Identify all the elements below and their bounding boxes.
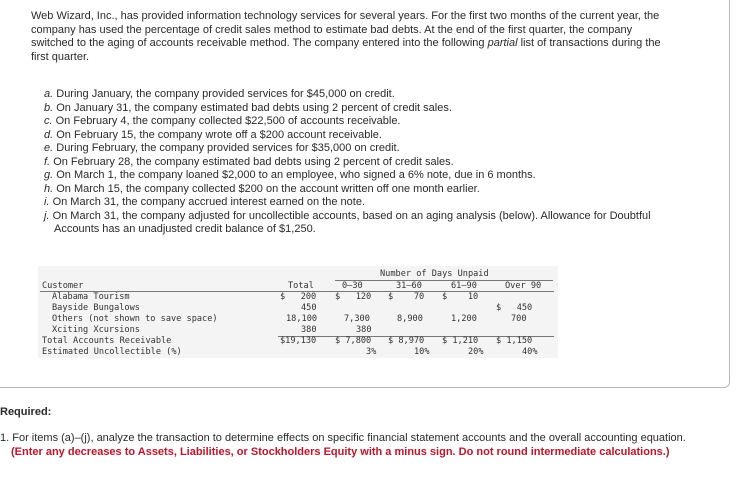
transaction-letter: d. — [44, 128, 54, 141]
required-heading: Required: — [0, 406, 52, 418]
col-header-total: Total — [288, 281, 314, 291]
transaction-text: On March 15, the company collected $200 on the account written off one month earlier. — [56, 182, 480, 195]
transaction-letter: c. — [44, 115, 53, 127]
transaction-item — [44, 196, 684, 210]
row-total: $ 200 — [280, 292, 317, 302]
aging-schedule — [38, 266, 558, 358]
row-31-60: 8,900 — [397, 314, 423, 324]
row-total: 380 — [301, 325, 317, 335]
row-customer: Xciting Xcursions — [52, 325, 140, 335]
row-customer: Others (not shown to save space) — [52, 314, 218, 324]
transaction-item — [44, 102, 684, 116]
transaction-item — [44, 142, 684, 156]
transaction-letter: i. — [44, 196, 50, 208]
transaction-letter: g. — [44, 169, 54, 181]
intro-text: Web Wizard, Inc., has provided information technology services for several years. For the first two months of the current year, the company has used the percentage of credit sales method to estimate bad debts. At the end of the first quarter, the company switched to the aging of accounts receivable method. The company entered into the following — [31, 10, 660, 49]
transaction-letter: j. — [44, 209, 50, 222]
pct-row-31-60: 10% — [414, 347, 430, 357]
row-total: 18,100 — [286, 314, 318, 324]
transaction-text: On March 31, the company adjusted for uncollectible accounts, based on an aging analysis (below). Allowance for Doubtful Accounts has an unadjusted credit balance of $1,250. — [52, 209, 651, 235]
total-row-31-60: $ 8,970 — [388, 336, 425, 346]
total-row-label: Total Accounts Receivable — [42, 336, 172, 346]
row-61-90: 1,200 — [451, 314, 477, 324]
transaction-item — [44, 169, 684, 183]
intro-emphasis: partial — [487, 37, 518, 49]
row-0-30: 380 — [356, 325, 372, 335]
transaction-text: During February, the company provided services for $35,000 on credit. — [56, 142, 400, 154]
transaction-list — [44, 88, 684, 237]
transaction-text: On March 1, the company loaned $2,000 to an employee, who signed a 6% note, due in 6 months. — [56, 169, 536, 181]
row-31-60: $ 70 — [388, 292, 425, 302]
transaction-item — [44, 129, 684, 143]
row-61-90: $ 10 — [442, 292, 479, 302]
intro-text-end: list of transactions during the first quarter. — [31, 37, 661, 63]
transaction-item — [44, 183, 684, 197]
problem-intro — [31, 10, 671, 64]
question-1 — [0, 432, 711, 459]
transaction-text: On February 15, the company wrote off a $200 account receivable. — [56, 128, 382, 141]
row-customer: Alabama Tourism — [52, 292, 130, 302]
transaction-letter: e. — [44, 142, 54, 154]
col-header-31-60: 31–60 — [396, 281, 422, 291]
row-0-30: 7,300 — [344, 314, 370, 324]
question-1-instruction: (Enter any decreases to Assets, Liabilities, or Stockholders Equity with a minus sign. Do not round intermediate calculations.) — [11, 445, 670, 458]
transaction-item — [44, 88, 684, 102]
transaction-text: During January, the company provided services for $45,000 on credit. — [56, 88, 395, 100]
col-header-over-90: Over 90 — [505, 281, 542, 291]
transaction-text: On January 31, the company estimated bad debts using 2 percent of credit sales. — [56, 101, 452, 114]
transaction-item — [44, 115, 684, 129]
row-total: 450 — [301, 303, 317, 313]
total-row-0-30: $ 7,800 — [335, 336, 372, 346]
col-header-customer: Customer — [42, 281, 84, 291]
row-over-90: $ 450 — [496, 303, 533, 313]
pct-row-over-90: 40% — [522, 347, 538, 357]
transaction-text: On February 4, the company collected $22,500 of accounts receivable. — [55, 115, 401, 127]
question-1-text: 1. For items (a)–(j), analyze the transaction to determine effects on specific financial statement accounts and the overall accounting equation. — [0, 432, 686, 444]
row-over-90: 700 — [511, 314, 527, 324]
transaction-letter: f. — [44, 155, 51, 168]
total-row-total: $19,130 — [280, 336, 317, 346]
pct-row-label: Estimated Uncollectible (%) — [42, 347, 182, 357]
transaction-text: On March 31, the company accrued interest earned on the note. — [52, 196, 366, 208]
transaction-letter: h. — [44, 182, 54, 195]
transaction-item — [44, 210, 684, 237]
transaction-text: On February 28, the company estimated bad debts using 2 percent of credit sales. — [53, 155, 454, 168]
total-row-61-90: $ 1,210 — [442, 336, 479, 346]
transaction-letter: a. — [44, 88, 54, 100]
row-0-30: $ 120 — [335, 292, 372, 302]
transaction-letter: b. — [44, 101, 54, 114]
pct-row-61-90: 20% — [468, 347, 484, 357]
total-row-over-90: $ 1,150 — [496, 336, 533, 346]
row-customer: Bayside Bungalows — [52, 303, 140, 313]
pct-row-0-30: 3% — [366, 347, 377, 357]
col-header-0-30: 0–30 — [342, 281, 363, 291]
col-header-61-90: 61–90 — [451, 281, 477, 291]
transaction-item — [44, 156, 684, 170]
aging-group-header: Number of Days Unpaid — [380, 269, 489, 279]
